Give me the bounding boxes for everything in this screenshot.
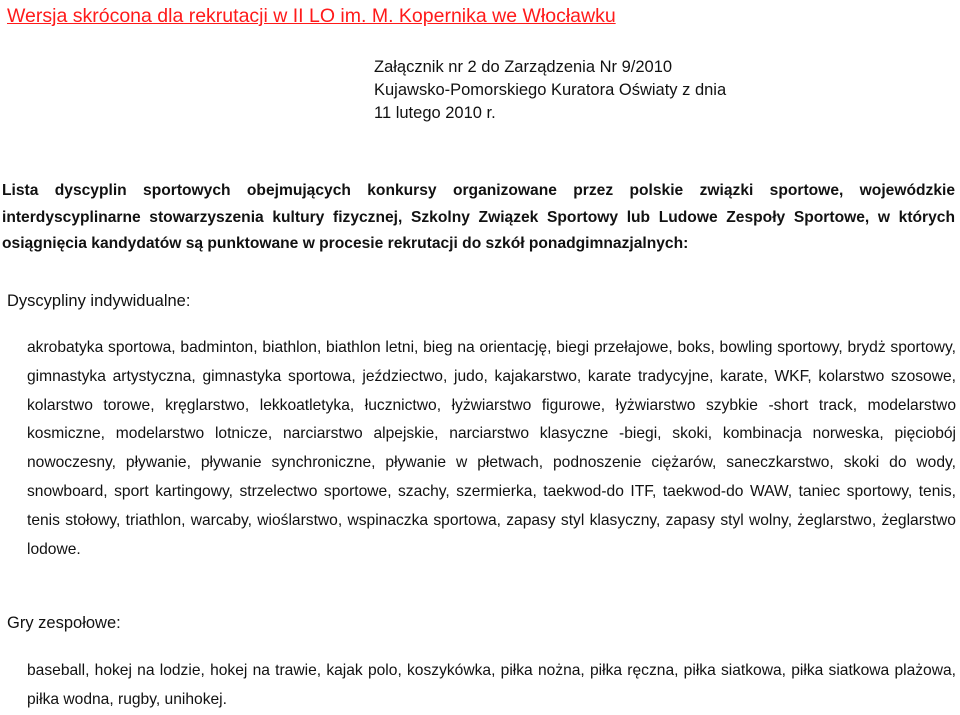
intro-paragraph: Lista dyscyplin sportowych obejmujących konkursy organizowane przez polskie związki sportowe, wojewódzkie interdyscyplinarne stowarzyszenia kultury fizycznej, Szkolny Związek Sportowy lub Ludowe Zespoły Sportowe, w których osiągnięcia kandydatów są punktowane w procesie rekrutacji do szkół ponadgimnazjalnych:: [2, 182, 955, 252]
team-games-list: baseball, hokej na lodzie, hokej na trawie, kajak polo, koszykówka, piłka nożna, piłka ręczna, piłka siatkowa, piłka siatkowa plażowa, piłka wodna, rugby, unihokej.: [27, 662, 956, 708]
school-header-link[interactable]: Wersja skrócona dla rekrutacji w II LO im. M. Kopernika we Włocławku: [7, 5, 616, 27]
annex-line-1: Załącznik nr 2 do Zarządzenia Nr 9/2010: [374, 58, 673, 76]
annex-line-2: Kujawsko-Pomorskiego Kuratora Oświaty z dnia: [374, 81, 727, 99]
annex-line-3: 11 lutego 2010 r.: [374, 104, 496, 122]
team-games-heading: Gry zespołowe:: [7, 614, 121, 632]
individual-disciplines-list: akrobatyka sportowa, badminton, biathlon, biathlon letni, bieg na orientację, biegi przełajowe, boks, bowling sportowy, brydż sportowy, gimnastyka artystyczna, gimnastyka sportowa, jeździectwo, judo, kajakarstwo, karate tradycyjne, karate, WKF, kolarstwo szosowe, kolarstwo torowe, kręglarstwo, lekkoatletyka, łucznictwo, łyżwiarstwo figurowe, łyżwiarstwo szybkie -short track, modelarstwo kosmiczne, modelarstwo lotnicze, narciarstwo alpejskie, narciarstwo klasyczne -biegi, skoki, kombinacja norweska, pięciobój nowoczesny, pływanie, pływanie synchroniczne, pływanie w płetwach, podnoszenie ciężarów, saneczkarstwo, skoki do wody, snowboard, sport kartingowy, strzelectwo sportowe, szachy, szermierka, taekwod-do ITF, taekwod-do WAW, taniec sportowy, tenis, tenis stołowy, triathlon, warcaby, wioślarstwo, wspinaczka sportowa, zapasy styl klasyczny, zapasy styl wolny, żeglarstwo, żeglarstwo lodowe.: [27, 339, 956, 558]
individual-disciplines-heading: Dyscypliny indywidualne:: [7, 292, 191, 310]
annex-block: [374, 56, 726, 125]
